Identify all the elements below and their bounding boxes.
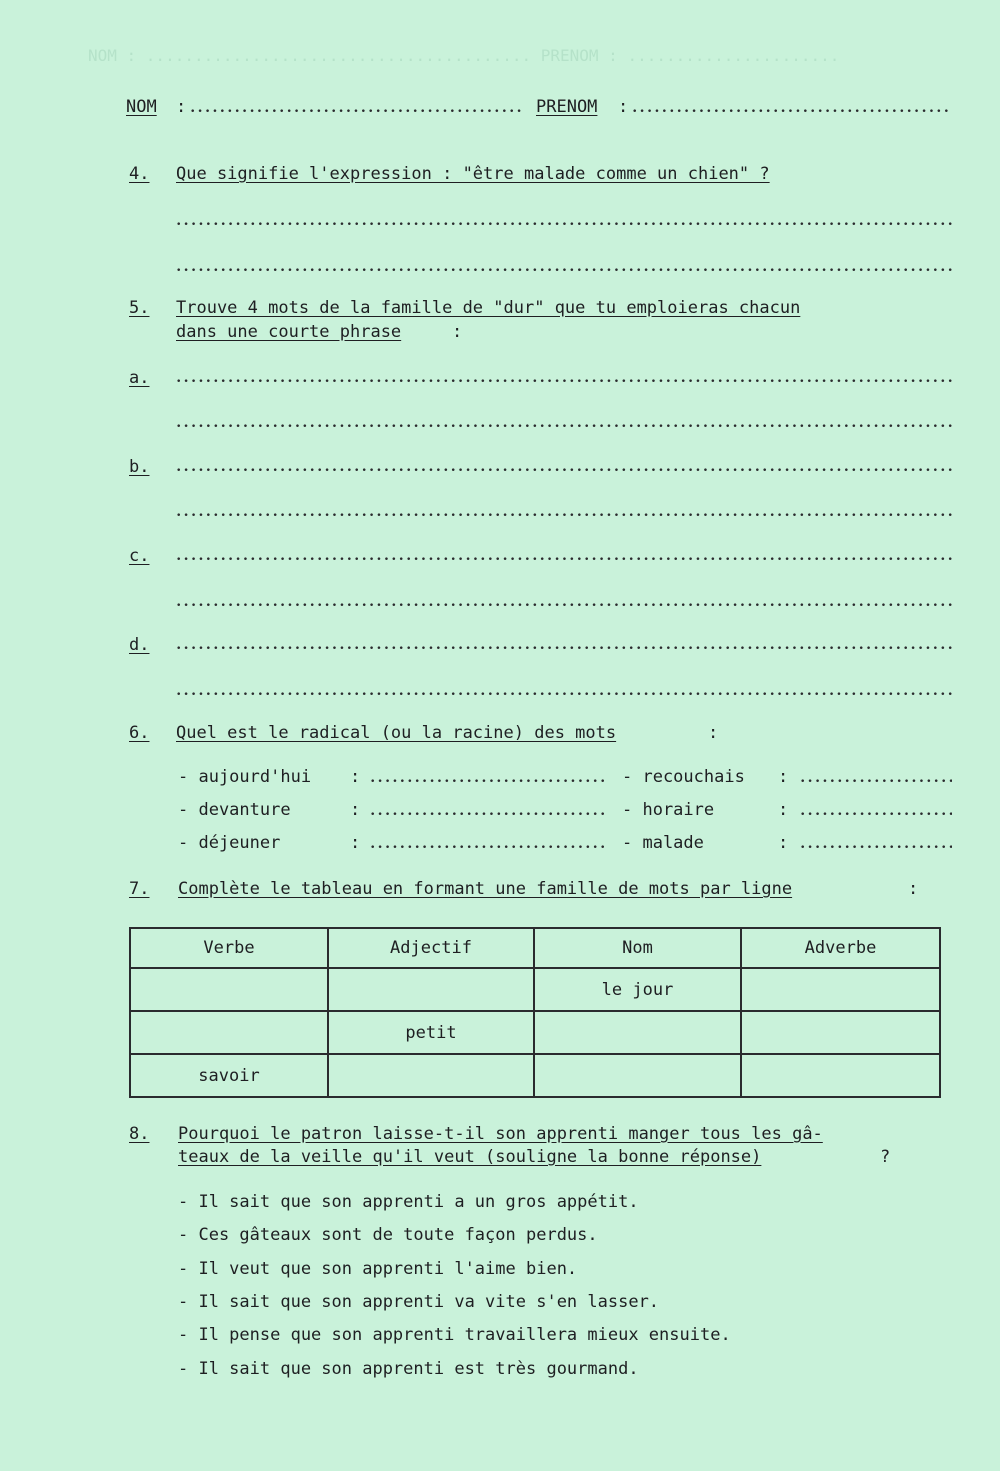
- q6-answer-horaire[interactable]: [800, 802, 952, 822]
- table-row: [130, 1054, 940, 1097]
- q8-option-3[interactable]: - Il veut que son apprenti l'aime bien.: [178, 1259, 578, 1279]
- q8-option-1[interactable]: - Il sait que son apprenti a un gros appétit.: [178, 1192, 639, 1212]
- q6-word-horaire: - horaire: [622, 800, 715, 820]
- q6-colon-4: :: [778, 800, 789, 820]
- q7-number: 7.: [129, 879, 150, 899]
- q8-number: 8.: [129, 1124, 150, 1144]
- q6-word-dejeuner: - déjeuner: [178, 833, 281, 853]
- prenom-label: PRENOM: [536, 97, 598, 117]
- q6-colon-1: :: [350, 767, 361, 787]
- q8-option-5[interactable]: - Il pense que son apprenti travaillera mieux ensuite.: [178, 1325, 731, 1345]
- q6-word-recouchais: - recouchais: [622, 767, 745, 787]
- q4-number: 4.: [129, 164, 150, 184]
- q8-option-2[interactable]: - Ces gâteaux sont de toute façon perdus.: [178, 1225, 598, 1245]
- q8-question-line1: Pourquoi le patron laisse-t-il son apprenti manger tous les gâ-: [178, 1124, 823, 1144]
- q6-word-aujourdhui: - aujourd'hui: [178, 767, 312, 787]
- q5-item-c-line-2[interactable]: [176, 593, 952, 613]
- q5-number: 5.: [129, 298, 150, 318]
- q6-colon-5: :: [350, 833, 361, 853]
- table-cell[interactable]: [741, 1011, 940, 1054]
- q5-question-line2: dans une courte phrase: [176, 322, 402, 342]
- q8-question-line2: teaux de la veille qu'il veut (souligne la bonne réponse): [178, 1147, 762, 1167]
- q6-colon: :: [708, 723, 719, 743]
- q5-item-c-line-1[interactable]: [176, 547, 952, 567]
- q7-colon: :: [908, 879, 919, 899]
- table-header-row: [130, 928, 940, 968]
- table-cell[interactable]: [130, 968, 328, 1011]
- q5-item-a-line-2[interactable]: [176, 414, 952, 434]
- q6-colon-2: :: [778, 767, 789, 787]
- table-cell[interactable]: [328, 1054, 534, 1097]
- q6-answer-devanture[interactable]: [370, 802, 608, 822]
- nom-answer-line[interactable]: [190, 99, 525, 119]
- q6-number: 6.: [129, 723, 150, 743]
- table-cell[interactable]: [328, 968, 534, 1011]
- table-cell[interactable]: [741, 968, 940, 1011]
- prenom-answer-line[interactable]: [632, 99, 952, 119]
- table-cell: le jour: [534, 968, 741, 1011]
- q4-question: Que signifie l'expression : "être malade comme un chien" ?: [176, 164, 770, 184]
- header-verbe: Verbe: [130, 928, 328, 968]
- q4-answer-line-2[interactable]: [176, 258, 952, 278]
- q5-item-b-label: b.: [129, 457, 150, 477]
- header-nom: Nom: [534, 928, 741, 968]
- q5-item-b-line-2[interactable]: [176, 503, 952, 523]
- table-row: [130, 1011, 940, 1054]
- q5-colon: :: [452, 322, 463, 342]
- word-family-table: [129, 927, 941, 1098]
- q7-question: Complète le tableau en formant une famille de mots par ligne: [178, 879, 793, 899]
- q6-word-malade: - malade: [622, 833, 704, 853]
- table-row: [130, 968, 940, 1011]
- q6-answer-malade[interactable]: [800, 835, 952, 855]
- q4-answer-line-1[interactable]: [176, 212, 952, 232]
- nom-colon: :: [176, 97, 187, 117]
- header-adverbe: Adverbe: [741, 928, 940, 968]
- q8-option-4[interactable]: - Il sait que son apprenti va vite s'en lasser.: [178, 1292, 660, 1312]
- table-cell: savoir: [130, 1054, 328, 1097]
- q5-item-a-label: a.: [129, 368, 150, 388]
- q6-answer-recouchais[interactable]: [800, 769, 952, 789]
- table-cell: petit: [328, 1011, 534, 1054]
- q5-item-b-line-1[interactable]: [176, 458, 952, 478]
- q6-colon-3: :: [350, 800, 361, 820]
- prenom-colon: :: [618, 97, 629, 117]
- q5-item-d-line-1[interactable]: [176, 636, 952, 656]
- table-cell[interactable]: [130, 1011, 328, 1054]
- q6-question: Quel est le radical (ou la racine) des mots: [176, 723, 617, 743]
- q5-item-d-line-2[interactable]: [176, 682, 952, 702]
- q5-item-a-line-1[interactable]: [176, 369, 952, 389]
- nom-label: NOM: [126, 97, 157, 117]
- q8-question-mark: ?: [880, 1147, 891, 1167]
- q8-option-6[interactable]: - Il sait que son apprenti est très gourmand.: [178, 1359, 639, 1379]
- q5-item-c-label: c.: [129, 546, 150, 566]
- bleed-through-text: NOM : ........................................ PRENOM : ......................: [88, 46, 840, 65]
- q6-answer-aujourdhui[interactable]: [370, 769, 608, 789]
- q5-question-line1: Trouve 4 mots de la famille de "dur" que tu emploieras chacun: [176, 298, 801, 318]
- q6-answer-dejeuner[interactable]: [370, 835, 608, 855]
- table-cell[interactable]: [741, 1054, 940, 1097]
- table-cell[interactable]: [534, 1011, 741, 1054]
- q6-word-devanture: - devanture: [178, 800, 291, 820]
- q5-item-d-label: d.: [129, 635, 150, 655]
- header-adjectif: Adjectif: [328, 928, 534, 968]
- q6-colon-6: :: [778, 833, 789, 853]
- table-cell[interactable]: [534, 1054, 741, 1097]
